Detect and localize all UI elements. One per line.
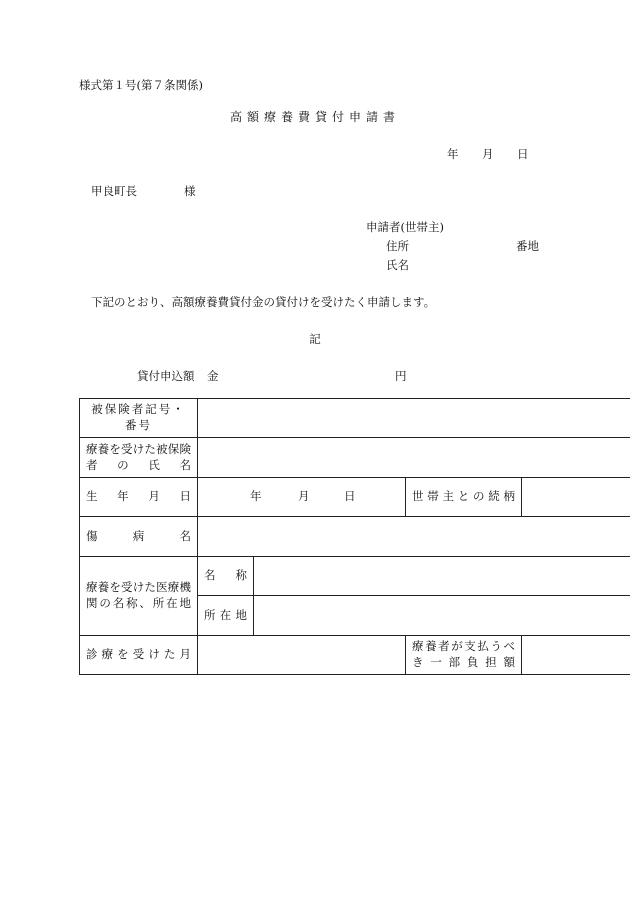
relation-label: 世帯主との続柄 bbox=[406, 478, 522, 517]
row-disease bbox=[80, 517, 630, 557]
addressee-name: 甲良町長 bbox=[91, 184, 137, 198]
row-institution-name bbox=[80, 557, 630, 596]
treatment-month-label: 診療を受けた月 bbox=[80, 636, 198, 675]
insured-number-value[interactable] bbox=[198, 399, 630, 438]
applicant-heading: 申請者(世帯主) bbox=[366, 220, 444, 234]
applicant-address-label: 住所 bbox=[386, 239, 409, 253]
copay-label: 療養者が支払うべき一部負担額 bbox=[406, 636, 522, 675]
birth-year-unit: 年 bbox=[250, 489, 262, 503]
row-insured-number bbox=[80, 399, 630, 438]
birth-month-unit: 月 bbox=[298, 489, 310, 503]
institution-location-value[interactable] bbox=[254, 596, 630, 636]
patient-name-value[interactable] bbox=[198, 438, 630, 478]
row-patient-name bbox=[80, 438, 630, 478]
institution-location-label: 所在地 bbox=[198, 596, 254, 636]
birth-label: 生年月日 bbox=[80, 478, 198, 517]
loan-amount-unit: 円 bbox=[395, 369, 407, 383]
row-treatment bbox=[80, 636, 630, 675]
applicant-address-suffix: 番地 bbox=[516, 239, 539, 253]
treatment-month-value[interactable] bbox=[198, 636, 406, 675]
addressee-honorific: 様 bbox=[184, 184, 196, 198]
patient-name-label: 療養を受けた被保険者の氏名 bbox=[80, 438, 198, 478]
institution-label: 療養を受けた医療機関の名称、所在地 bbox=[80, 557, 198, 636]
application-statement: 下記のとおり、高額療養費貸付金の貸付けを受けたく申請します。 bbox=[91, 295, 436, 309]
loan-amount-label: 貸付申込額 bbox=[137, 369, 195, 383]
insured-number-label: 被保険者記号・番号 bbox=[80, 399, 198, 438]
birth-day-unit: 日 bbox=[344, 489, 356, 503]
birth-value[interactable] bbox=[198, 478, 406, 517]
applicant-name-label: 氏名 bbox=[386, 258, 409, 272]
ki-heading: 記 bbox=[309, 332, 321, 346]
document-title: 高額療養費貸付申請書 bbox=[229, 110, 400, 124]
disease-value[interactable] bbox=[198, 517, 630, 557]
date-month-label: 月 bbox=[482, 147, 494, 161]
date-year-label: 年 bbox=[447, 147, 459, 161]
disease-label: 傷病名 bbox=[80, 517, 198, 557]
institution-name-value[interactable] bbox=[254, 557, 630, 596]
relation-value[interactable] bbox=[522, 478, 630, 517]
row-birth bbox=[80, 478, 630, 517]
institution-name-label: 名称 bbox=[198, 557, 254, 596]
loan-amount-prefix: 金 bbox=[207, 369, 219, 383]
date-day-label: 日 bbox=[517, 147, 529, 161]
application-table bbox=[79, 398, 630, 675]
copay-value[interactable] bbox=[522, 636, 630, 675]
form-number: 様式第１号(第７条関係) bbox=[79, 78, 203, 92]
